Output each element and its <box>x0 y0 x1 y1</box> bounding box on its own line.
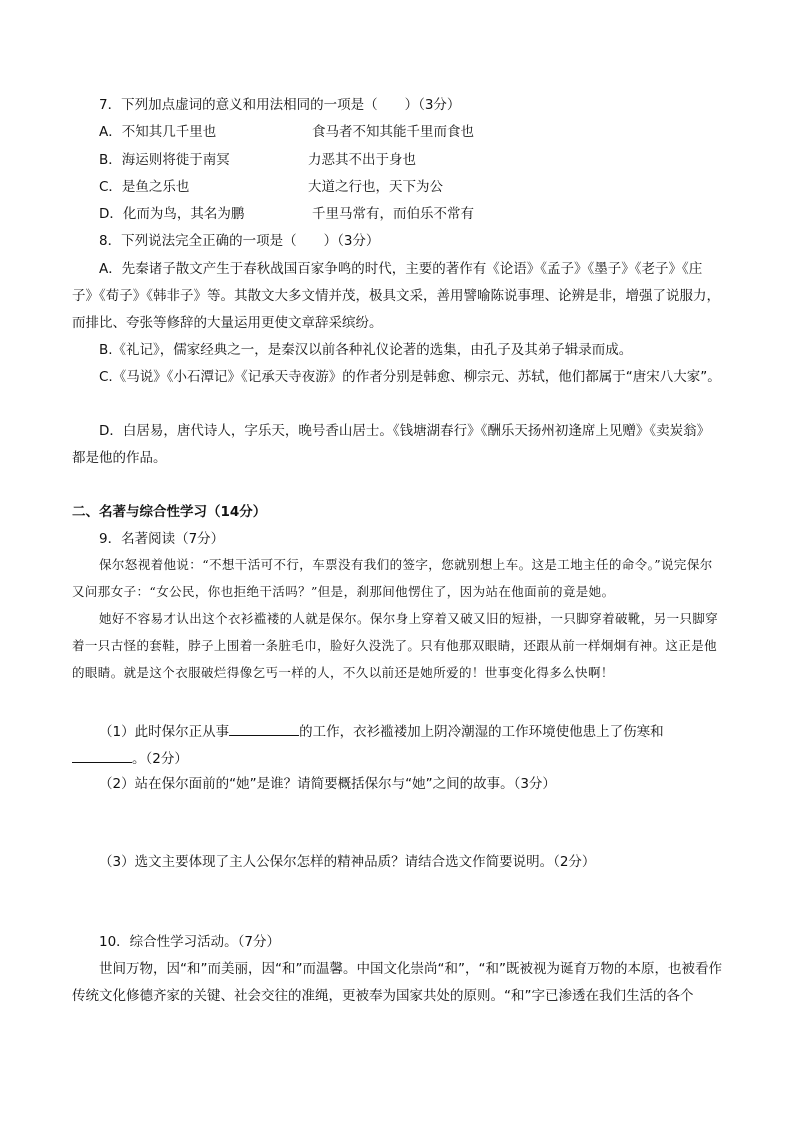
q9-sub1-text-c: 。（2分） <box>132 751 188 767</box>
q10-stem: 10．综合性学习活动。（7分） <box>99 934 281 950</box>
q9-passage-paragraph-2: 她好不容易才认出这个衣衫褴褛的人就是保尔。保尔身上穿着又破又旧的短褂，一只脚穿着破靴，另一只脚穿着一只古怪的套鞋，脖子上围着一条脏毛巾，脸好久没洗了。只有他那双眼睛，还跟从前一样炯炯有神。这正是他的眼睛。就是这个衣服破烂得像乞丐一样的人，不久以前还是她所爱的！世事变化得多么快啊！ <box>72 611 719 680</box>
q8-option-c: C.《马说》《小石潭记》《记承天寺夜游》的作者分别是韩愈、柳宗元、苏轼，他们都属于“唐宋八大家”。 <box>99 369 721 385</box>
q9-sub1-blank-1[interactable] <box>229 720 299 736</box>
q7-option-d-right: 千里马常有，而伯乐不常有 <box>312 206 474 222</box>
q9-passage-paragraph-1: 保尔怒视着他说：“不想干活可不行，车票没有我们的签字，您就别想上车。这是工地主任的命令。”说完保尔又问那女子：“女公民，你也拒绝干活吗？”但是，刹那间他愣住了，因为站在他面前的竟是她。 <box>72 557 713 599</box>
q9-sub1-line <box>99 720 664 742</box>
q7-option-a-right: 食马者不知其能千里而食也 <box>312 124 474 140</box>
q9-sub1-text-b: 的工作，衣衫褴褛加上阴冷潮湿的工作环境使他患上了伤寒和 <box>299 724 664 740</box>
q7-option-d-left: D．化而为鸟，其名为鹏 <box>99 206 245 222</box>
q9-sub1-text-a: （1）此时保尔正从事 <box>99 724 230 740</box>
section-2-title: 二、名著与综合性学习（14分） <box>72 504 267 520</box>
q7-option-b-right: 力恶其不出于身也 <box>308 152 416 168</box>
q8-option-b: B.《礼记》，儒家经典之一，是秦汉以前各种礼仪论著的选集，由孔子及其弟子辑录而成。 <box>99 342 633 358</box>
q9-sub1-blank-2[interactable] <box>72 747 132 763</box>
q7-option-c-right: 大道之行也，天下为公 <box>308 179 443 195</box>
q8-option-d: D．白居易，唐代诗人，字乐天，晚号香山居士。《钱塘湖春行》《酬乐天扬州初逢席上见赠》《卖炭翁》都是他的作品。 <box>72 423 711 466</box>
q7-option-c-left: C．是鱼之乐也 <box>99 179 190 195</box>
q9-sub1-line-2 <box>72 747 188 769</box>
q9-stem: 9．名著阅读（7分） <box>99 531 225 547</box>
q8-option-a: A．先秦诸子散文产生于春秋战国百家争鸣的时代，主要的著作有《论语》《孟子》《墨子》《老子》《庄子》《荀子》《韩非子》等。其散文大多文情并茂，极具文采，善用譬喻陈说事理、论辨是非，增强了说服力，而排比、夸张等修辞的大量运用更使文章辞采缤纷。 <box>72 261 720 331</box>
q10-intro: 世间万物，因“和”而美丽，因“和”而温馨。中国文化崇尚“和”，“和”既被视为诞育万物的本原，也被看作传统文化修德齐家的关键、社会交往的准绳，更被奉为国家共处的原则。“和”字已渗透在我们生活的各个 <box>72 961 722 1004</box>
q7-stem: 7．下列加点虚词的意义和用法相同的一项是（ ）（3分） <box>99 97 461 113</box>
q8-stem: 8．下列说法完全正确的一项是（ ）（3分） <box>99 233 380 249</box>
q9-sub2: （2）站在保尔面前的“她”是谁？请简要概括保尔与“她”之间的故事。（3分） <box>99 776 556 792</box>
q9-sub3: （3）选文主要体现了主人公保尔怎样的精神品质？请结合选文作简要说明。（2分） <box>99 854 596 870</box>
q7-option-b-left: B．海运则将徙于南冥 <box>99 152 230 168</box>
q7-option-a-left: A．不知其几千里也 <box>99 124 217 140</box>
